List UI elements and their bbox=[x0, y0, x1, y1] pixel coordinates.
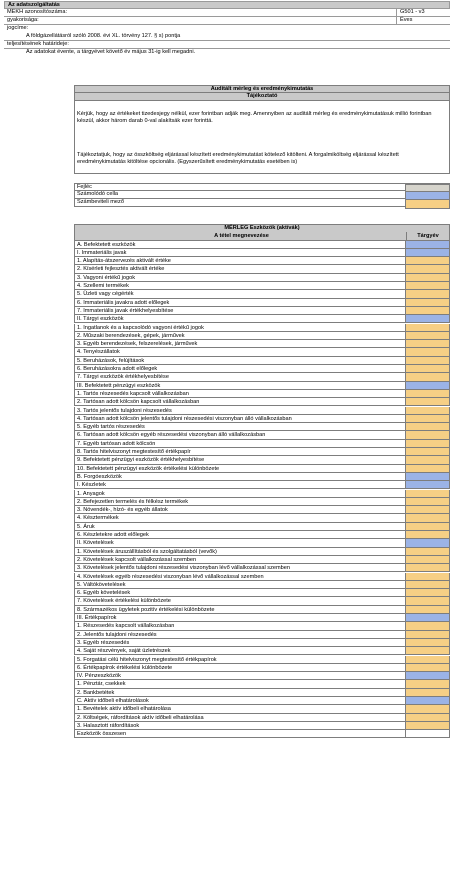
table-row bbox=[74, 523, 450, 531]
input-cell[interactable] bbox=[405, 705, 449, 712]
table-row bbox=[74, 581, 450, 589]
row-label: 3. Tartós jelentős tulajdoni részesedés bbox=[77, 407, 172, 414]
input-cell[interactable] bbox=[405, 639, 449, 646]
row-label: 2. Bankbetétek bbox=[77, 689, 115, 696]
input-cell[interactable] bbox=[405, 606, 449, 613]
deadline-label: teljesítésének határideje: bbox=[7, 41, 69, 47]
row-label: 6. Beruházásokra adott előlegek bbox=[77, 366, 158, 372]
column-header-item: A tétel megnevezése bbox=[214, 233, 269, 239]
table-row bbox=[74, 498, 450, 506]
input-cell[interactable] bbox=[405, 581, 449, 588]
legal-basis-row bbox=[4, 25, 450, 33]
table-row bbox=[74, 456, 450, 464]
legend-swatch-input bbox=[405, 199, 450, 209]
row-label: 2. Tartósan adott kölcsön kapcsolt vállalkozásban bbox=[77, 399, 200, 406]
row-label: A. Befektetett eszközök bbox=[77, 241, 136, 248]
table-row bbox=[74, 473, 450, 481]
deadline-row bbox=[4, 41, 450, 49]
table-row bbox=[74, 514, 450, 522]
row-label: 7. Követelések értékelési különbözete bbox=[77, 598, 171, 605]
total-cell bbox=[405, 730, 449, 737]
input-cell[interactable] bbox=[405, 265, 449, 272]
input-cell[interactable] bbox=[405, 622, 449, 629]
table-row bbox=[74, 398, 450, 406]
row-label: 5. Beruházások, felújítások bbox=[77, 357, 145, 364]
table-row bbox=[74, 332, 450, 340]
table-row bbox=[74, 324, 450, 332]
input-cell[interactable] bbox=[405, 531, 449, 538]
row-label: 7. Immateriális javak értékhelyesbítése bbox=[77, 307, 174, 314]
table-row bbox=[74, 357, 450, 365]
row-label: II. Tárgyi eszközök bbox=[77, 316, 124, 323]
table-row bbox=[74, 506, 450, 514]
row-label: 1. Követelések áruszállításból és szolgáltatásból (vevők) bbox=[77, 548, 217, 555]
row-label: 2. Követelések kapcsolt vállalkozással szemben bbox=[77, 556, 197, 563]
table-row bbox=[74, 299, 450, 307]
table-row bbox=[74, 680, 450, 688]
table-row bbox=[74, 631, 450, 639]
input-cell[interactable] bbox=[405, 257, 449, 264]
calculated-cell bbox=[405, 382, 449, 389]
calculated-cell bbox=[405, 249, 449, 256]
table-row bbox=[74, 614, 450, 622]
table-row bbox=[74, 622, 450, 630]
table-row bbox=[74, 597, 450, 605]
table-row bbox=[74, 373, 450, 381]
input-cell[interactable] bbox=[405, 506, 449, 513]
row-label: 3. Egyéb berendezések, felszerelések, járművek bbox=[77, 341, 198, 348]
row-label: Eszközök összesen bbox=[77, 731, 127, 738]
table-row bbox=[74, 548, 450, 556]
input-cell[interactable] bbox=[405, 564, 449, 571]
table-row bbox=[74, 639, 450, 647]
table-row bbox=[74, 606, 450, 614]
table-row bbox=[74, 481, 450, 489]
id-row bbox=[4, 9, 450, 17]
table-row bbox=[74, 315, 450, 323]
input-cell[interactable] bbox=[405, 514, 449, 521]
table-row bbox=[74, 689, 450, 697]
row-label: 10. Befektetett pénzügyi eszközök értékelési különbözete bbox=[77, 465, 220, 472]
calculated-cell bbox=[405, 315, 449, 322]
input-cell[interactable] bbox=[405, 523, 449, 530]
table-row bbox=[74, 722, 450, 730]
column-header-year: Tárgyév bbox=[406, 232, 449, 240]
input-cell[interactable] bbox=[405, 415, 449, 422]
calculated-cell bbox=[405, 241, 449, 248]
legend-calculated: Számolódó cella bbox=[74, 191, 450, 199]
row-label: II. Követelések bbox=[77, 540, 114, 547]
calculated-cell bbox=[405, 473, 449, 480]
table-row bbox=[74, 705, 450, 713]
row-label: 7. Egyéb tartósan adott kölcsön bbox=[77, 440, 156, 447]
table-row bbox=[74, 274, 450, 282]
input-cell[interactable] bbox=[405, 373, 449, 380]
row-label: 6. Immateriális javakra adott előlegek bbox=[77, 299, 170, 306]
input-cell[interactable] bbox=[405, 423, 449, 430]
row-label: 8. Tartós hitelviszonyt megtestesítő értékpapír bbox=[77, 449, 191, 455]
table-row bbox=[74, 440, 450, 448]
calculated-cell bbox=[405, 672, 449, 679]
input-cell[interactable] bbox=[405, 456, 449, 463]
table-row bbox=[74, 664, 450, 672]
input-cell[interactable] bbox=[405, 490, 449, 497]
input-cell[interactable] bbox=[405, 340, 449, 347]
input-cell[interactable] bbox=[405, 407, 449, 414]
table-row bbox=[74, 730, 450, 738]
row-label: 6. Egyéb követelések bbox=[77, 590, 131, 597]
input-cell[interactable] bbox=[405, 680, 449, 687]
row-label: 4. Késztermékek bbox=[77, 515, 119, 522]
row-label: 4. Követelések egyéb részesedési viszonyban lévő vállalkozással szemben bbox=[77, 573, 264, 580]
input-cell[interactable] bbox=[405, 332, 449, 339]
input-cell[interactable] bbox=[405, 282, 449, 289]
row-label: 6. Készletekre adott előlegek bbox=[77, 532, 149, 538]
row-label: 2. Kísérleti fejlesztés aktivált értéke bbox=[77, 266, 165, 273]
input-cell[interactable] bbox=[405, 440, 449, 447]
input-cell[interactable] bbox=[405, 589, 449, 596]
row-label: 3. Követelések jelentős tulajdoni részesedési viszonyban lévő vállalkozással szemben bbox=[77, 565, 290, 572]
row-label: 5. Üzleti vagy cégérték bbox=[77, 291, 134, 298]
input-cell[interactable] bbox=[405, 448, 449, 455]
table-row bbox=[74, 407, 450, 415]
table-row bbox=[74, 714, 450, 722]
input-cell[interactable] bbox=[405, 299, 449, 306]
input-cell[interactable] bbox=[405, 348, 449, 355]
row-label: 7. Tárgyi eszközök értékhelyesbítése bbox=[77, 374, 169, 381]
input-cell[interactable] bbox=[405, 664, 449, 671]
table-row bbox=[74, 365, 450, 373]
row-label: 5. Forgatási célú hitelviszonyt megtestesítő értékpapírok bbox=[77, 656, 217, 663]
table-row bbox=[74, 249, 450, 257]
table-row bbox=[74, 282, 450, 290]
row-label: 4. Tenyészállatok bbox=[77, 349, 120, 356]
table-row bbox=[74, 589, 450, 597]
input-cell[interactable] bbox=[405, 597, 449, 604]
table-row bbox=[74, 390, 450, 398]
table-row bbox=[74, 415, 450, 423]
table-row bbox=[74, 348, 450, 356]
input-cell[interactable] bbox=[405, 274, 449, 281]
row-label: 1. Alapítás-átszervezés aktivált értéke bbox=[77, 258, 171, 265]
row-label: 1. Ingatlanok és a kapcsolódó vagyoni értékű jogok bbox=[77, 324, 204, 331]
row-label: 3. Növendék-, hízó- és egyéb állatok bbox=[77, 507, 168, 514]
table-row bbox=[74, 290, 450, 298]
input-cell[interactable] bbox=[405, 656, 449, 663]
legend-header: Fejléc bbox=[74, 183, 450, 191]
table-row bbox=[74, 556, 450, 564]
table-row bbox=[74, 307, 450, 315]
input-cell[interactable] bbox=[405, 431, 449, 438]
input-cell[interactable] bbox=[405, 324, 449, 331]
row-label: 4. Szellemi termékek bbox=[77, 283, 129, 289]
input-cell[interactable] bbox=[405, 398, 449, 405]
info-paragraph-2: Tájékoztatjuk, hogy az összköltség eljárással készített eredménykimutatást kötelező kitölteni. A forgalmiköltség eljárással készített eredménykimutatás kitöltése opcionális. (Egyszerűsített eredménykimutatás esetében is) bbox=[77, 152, 399, 165]
row-label: III. Befektetett pénzügyi eszközök bbox=[77, 382, 161, 389]
legal-basis-label: jogcíme: bbox=[7, 25, 29, 31]
row-label: 5. Áruk bbox=[77, 523, 95, 530]
table-row bbox=[74, 340, 450, 348]
audit-subtitle: Tájékoztató bbox=[74, 93, 450, 101]
table-row bbox=[74, 265, 450, 273]
row-label: 5. Váltókövetelések bbox=[77, 581, 126, 588]
row-label: 1. Pénztár, csekkek bbox=[77, 681, 126, 688]
table-row bbox=[74, 656, 450, 664]
calculated-cell bbox=[405, 614, 449, 621]
row-label: 2. Befejezetlen termelés és félkész termékek bbox=[77, 498, 188, 505]
input-cell[interactable] bbox=[405, 498, 449, 505]
balance-sheet-title: MÉRLEG Eszközök (aktívák) bbox=[74, 224, 450, 233]
row-label: C. Aktív időbeli elhatárolások bbox=[77, 698, 149, 704]
row-label: 8. Származékos ügyletek pozitív értékelési különbözete bbox=[77, 606, 215, 613]
table-row bbox=[74, 241, 450, 249]
legal-basis-value: A földgázellátásról szóló 2008. évi XL. törvény 127. § s) pontja bbox=[4, 33, 450, 41]
calculated-cell bbox=[405, 481, 449, 488]
row-label: 1. Bevételek aktív időbeli elhatárolása bbox=[77, 706, 171, 713]
deadline-value: Az adatokat évente, a tárgyévet követő év május 31-ig kell megadni. bbox=[26, 49, 196, 55]
audit-title: Auditált mérleg és eredménykimutatás bbox=[74, 85, 450, 93]
id-label: MEKH azonosítószáma: bbox=[7, 9, 68, 15]
row-label: B. Forgóeszközök bbox=[77, 473, 122, 480]
table-row bbox=[74, 382, 450, 390]
calculated-cell bbox=[405, 539, 449, 546]
input-cell[interactable] bbox=[405, 647, 449, 654]
row-label: 3. Egyéb részesedés bbox=[77, 639, 130, 646]
table-row bbox=[74, 539, 450, 547]
input-cell[interactable] bbox=[405, 465, 449, 472]
input-cell[interactable] bbox=[405, 548, 449, 555]
table-row bbox=[74, 465, 450, 473]
row-label: 2. Jelentős tulajdoni részesedés bbox=[77, 631, 157, 638]
row-label: IV. Pénzeszközök bbox=[77, 673, 121, 680]
info-panel bbox=[74, 101, 450, 174]
table-row bbox=[74, 573, 450, 581]
row-label: 1. Részesedés kapcsolt vállalkozásban bbox=[77, 623, 175, 630]
input-cell[interactable] bbox=[405, 290, 449, 297]
frequency-row bbox=[4, 17, 450, 25]
legend-input: Számbeviteli mező bbox=[74, 199, 450, 207]
row-label: 1. Tartós részesedés kapcsolt vállalkozásban bbox=[77, 390, 189, 397]
table-header-row bbox=[74, 232, 450, 241]
row-label: 6. Értékpapírok értékelési különbözete bbox=[77, 664, 173, 671]
row-label: 2. Műszaki berendezések, gépek, járművek bbox=[77, 332, 185, 339]
table-row bbox=[74, 672, 450, 680]
input-cell[interactable] bbox=[405, 556, 449, 563]
table-row bbox=[74, 697, 450, 705]
input-cell[interactable] bbox=[405, 307, 449, 314]
info-paragraph-1: Kérjük, hogy az értékeket tizedesjegy nélkül, ezer forintban adják meg. Amennyiben az auditált mérleg és eredménykimutatásuk millió forintban készül, akkor három darab 0-val alakítsák ezer forinttá. bbox=[77, 111, 432, 124]
frequency-label: gyakorisága: bbox=[7, 17, 39, 23]
row-label: 4. Tartósan adott kölcsön jelentős tulajdoni részesedési viszonyban álló vállalkozásban bbox=[77, 415, 292, 422]
calculated-cell bbox=[405, 697, 449, 704]
frequency-value[interactable]: Éves bbox=[396, 17, 454, 24]
table-row bbox=[74, 564, 450, 572]
row-label: 6. Tartósan adott kölcsön egyéb részesedési viszonyban álló vállalkozásban bbox=[77, 432, 266, 439]
input-cell[interactable] bbox=[405, 390, 449, 397]
input-cell[interactable] bbox=[405, 365, 449, 372]
row-label: I. Immateriális javak bbox=[77, 249, 127, 256]
table-row bbox=[74, 448, 450, 456]
input-cell[interactable] bbox=[405, 357, 449, 364]
table-row bbox=[74, 257, 450, 265]
row-label: 2. Költségek, ráfordítások aktív időbeli elhatárolása bbox=[77, 714, 204, 721]
row-label: 3. Vagyoni értékű jogok bbox=[77, 274, 136, 281]
header-title: Az adatszolgáltatás bbox=[4, 1, 450, 9]
row-label: 4. Saját részvények, saját üzletrészek bbox=[77, 648, 171, 655]
table-row bbox=[74, 647, 450, 655]
id-value[interactable]: G501 - v3 bbox=[396, 9, 454, 16]
input-cell[interactable] bbox=[405, 689, 449, 696]
table-row bbox=[74, 423, 450, 431]
row-label: 1. Anyagok bbox=[77, 490, 105, 497]
table-row bbox=[74, 531, 450, 539]
input-cell[interactable] bbox=[405, 573, 449, 580]
input-cell[interactable] bbox=[405, 631, 449, 638]
table-row bbox=[74, 490, 450, 498]
row-label: 5. Egyéb tartós részesedés bbox=[77, 424, 145, 431]
row-label: 3. Halasztott ráfordítások bbox=[77, 722, 140, 729]
input-cell[interactable] bbox=[405, 722, 449, 729]
row-label: I. Készletek bbox=[77, 482, 106, 489]
row-label: 9. Befektetett pénzügyi eszközök értékhelyesbítése bbox=[77, 457, 205, 464]
input-cell[interactable] bbox=[405, 714, 449, 721]
row-label: III. Értékpapírok bbox=[77, 615, 117, 621]
table-row bbox=[74, 431, 450, 439]
